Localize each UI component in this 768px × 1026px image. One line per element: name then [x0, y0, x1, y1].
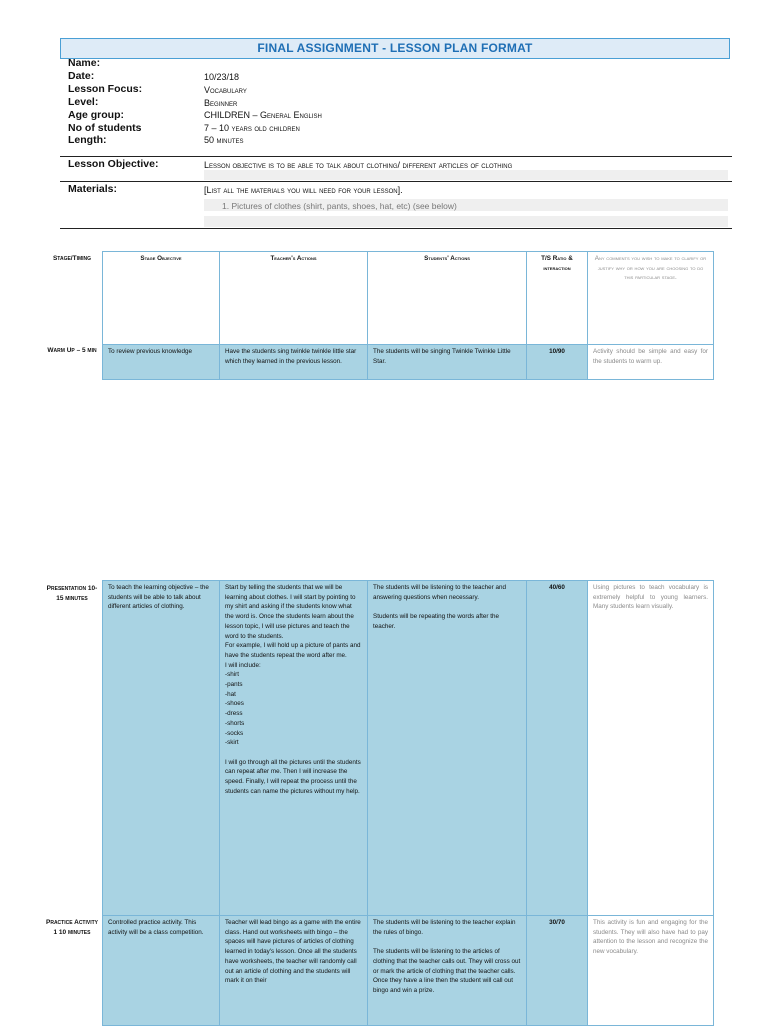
materials-item: 1. Pictures of clothes (shirt, pants, shoes, hat, etc) (see below) [222, 201, 457, 211]
teacher-actions-cell: Start by telling the students that we will be learning about clothes. I will start by pointing to my shirt and asking if the students know what the word is. Once the students learn about the lesson topic, I will use pictures and teach the word to the students. For example, I will hold up a picture of pants and have the students repeat the word after me. I will include: -shirt -pants -hat -shoes -dress -shorts -socks -skirt I will go through all the pictures until the students can repeat after me. Then I will increase the speed. Finally, I will repeat the process until the students can name the pictures without my help. [220, 581, 368, 916]
lesson-stage-table [102, 251, 714, 380]
comments-cell: Activity should be simple and easy for the students to warm up. [588, 345, 714, 380]
num-students-value: 7 – 10 years old children [204, 123, 300, 133]
table-row [103, 916, 714, 1026]
stage-header-label: Stage/Timing [52, 255, 92, 262]
document-title: FINAL ASSIGNMENT - LESSON PLAN FORMAT [60, 38, 730, 59]
stage-objective-cell: To review previous knowledge [103, 345, 220, 380]
date-value: 10/23/18 [204, 72, 240, 82]
materials-value: [List all the materials you will need for your lesson]. [204, 185, 403, 195]
shaded-row [204, 216, 728, 227]
students-actions-cell: The students will be singing Twinkle Twinkle Little Star. [368, 345, 527, 380]
stage-label-warmup: Warm Up – 5 min [47, 347, 97, 354]
level-value: Beginner [204, 98, 238, 108]
stage-objective-cell: Controlled practice activity. This activity will be a class competition. [103, 916, 220, 1026]
comments-cell: This activity is fun and engaging for the students. They will also have had to pay attention to the lesson and recognize the new vocabulary. [588, 916, 714, 1026]
stage-label-presentation: Presentation 10-15 minutes [46, 585, 98, 602]
divider [60, 228, 732, 229]
table-row [103, 345, 714, 380]
ratio-cell: 40/60 [527, 581, 588, 916]
divider [60, 181, 732, 182]
length-value: 50 minutes [204, 135, 244, 145]
lesson-focus-label: Lesson Focus: [68, 83, 143, 95]
lesson-focus-value: Vocabulary [204, 85, 247, 95]
age-group-label: Age group: [68, 109, 124, 121]
shaded-row [204, 170, 728, 180]
materials-label: Materials: [68, 183, 118, 195]
lesson-stage-table-continued [102, 580, 714, 1026]
students-actions-cell: The students will be listening to the teacher and answering questions when necessary. Students will be repeating the words after the teacher. [368, 581, 527, 916]
table-header-row [103, 252, 714, 345]
age-group-value: CHILDREN – General English [204, 110, 322, 120]
table-row [103, 581, 714, 916]
ratio-cell: 10/90 [527, 345, 588, 380]
header-stage-objective: Stage Objective [103, 252, 220, 345]
students-actions-cell: The students will be listening to the teacher explain the rules of bingo. The students will be listening to the articles of clothing that the teacher calls out. They will cross out or mark the article of clothing that the teacher calls. Once they have a line then the student will call out bingo and win a prize. [368, 916, 527, 1026]
name-label: Name: [68, 57, 101, 69]
header-students-actions: Students' Actions [368, 252, 527, 345]
teacher-actions-cell: Teacher will lead bingo as a game with the entire class. Hand out worksheets with bingo – the spaces will have pictures of articles of clothing learned in today's lesson. Once all the students have worksheets, the teacher will randomly call out an article of clothing and the students will mark it on their [220, 916, 368, 1026]
stage-objective-cell: To teach the learning objective – the students will be able to talk about different articles of clothing. [103, 581, 220, 916]
objective-label: Lesson Objective: [68, 158, 159, 170]
divider [60, 156, 732, 157]
header-comments: Any comments you wish to make to clarify or justify why or how you are choosing to do this particular stage. [588, 252, 714, 345]
objective-value: Lesson objective is to be able to talk about clothing/ different articles of clothing [204, 160, 513, 170]
length-label: Length: [68, 134, 107, 146]
header-teacher-actions: Teacher's Actions [220, 252, 368, 345]
level-label: Level: [68, 96, 99, 108]
teacher-actions-cell: Have the students sing twinkle twinkle little star which they learned in the previous lesson. [220, 345, 368, 380]
comments-cell: Using pictures to teach vocabulary is extremely helpful to young learners. Many students learn visually. [588, 581, 714, 916]
stage-label-practice: Practice Activity 1 10 minutes [46, 919, 98, 936]
ratio-cell: 30/70 [527, 916, 588, 1026]
num-students-label: No of students [68, 122, 142, 134]
header-ratio: T/S Ratio & interaction [527, 252, 588, 345]
date-label: Date: [68, 70, 95, 82]
